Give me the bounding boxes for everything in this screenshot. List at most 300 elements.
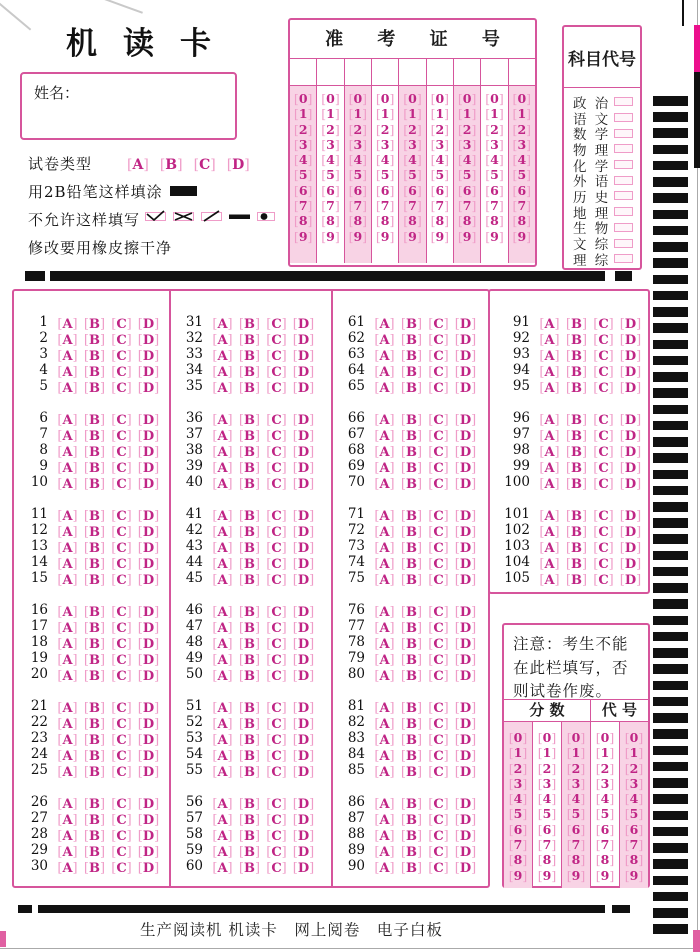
answer-bubble-54-B[interactable]: [B] bbox=[238, 748, 261, 764]
admission-digit-cell[interactable] bbox=[345, 122, 371, 137]
answer-bubble-12-C[interactable]: [C] bbox=[111, 524, 132, 540]
answer-bubble-21-A[interactable]: [A] bbox=[57, 700, 78, 716]
answer-bubble-90-C[interactable]: [C] bbox=[428, 860, 449, 876]
answer-bubble-58-D[interactable]: [D] bbox=[292, 828, 315, 844]
answer-bubble-54-D[interactable]: [D] bbox=[292, 748, 315, 764]
answer-bubble-25-D[interactable]: [D] bbox=[137, 764, 160, 780]
answer-bubble-30-A[interactable]: [A] bbox=[57, 860, 78, 876]
answer-bubble-79-A[interactable]: [A] bbox=[374, 652, 395, 668]
digit-bubble-6[interactable]: [6] bbox=[485, 182, 504, 198]
digit-bubble-5[interactable]: [5] bbox=[624, 806, 644, 822]
answer-bubble-71-C[interactable]: [C] bbox=[428, 508, 449, 524]
answer-bubble-43-A[interactable]: [A] bbox=[212, 540, 233, 556]
admission-digit-cell[interactable] bbox=[509, 122, 535, 137]
digit-bubble-1[interactable]: [1] bbox=[537, 745, 557, 761]
answer-bubble-48-B[interactable]: [B] bbox=[238, 636, 261, 652]
digit-bubble-4[interactable]: [4] bbox=[293, 152, 313, 168]
answer-bubble-103-A[interactable]: [A] bbox=[539, 540, 560, 556]
answer-bubble-41-D[interactable]: [D] bbox=[292, 508, 315, 524]
answer-bubble-37-C[interactable]: [C] bbox=[266, 428, 287, 444]
admission-digit-cell[interactable] bbox=[290, 167, 316, 182]
answer-bubble-76-C[interactable]: [C] bbox=[428, 604, 449, 620]
answer-bubble-82-B[interactable]: [B] bbox=[400, 716, 423, 732]
answer-bubble-55-B[interactable]: [B] bbox=[238, 764, 261, 780]
answer-bubble-78-D[interactable]: [D] bbox=[454, 636, 477, 652]
answer-bubble-49-C[interactable]: [C] bbox=[266, 652, 287, 668]
answer-bubble-40-C[interactable]: [C] bbox=[266, 476, 287, 492]
answer-bubble-59-C[interactable]: [C] bbox=[266, 844, 287, 860]
subject-fill-mark[interactable] bbox=[614, 239, 633, 248]
answer-bubble-40-D[interactable]: [D] bbox=[292, 476, 315, 492]
answer-bubble-9-C[interactable]: [C] bbox=[111, 460, 132, 476]
answer-bubble-55-C[interactable]: [C] bbox=[266, 764, 287, 780]
answer-bubble-6-D[interactable]: [D] bbox=[137, 412, 160, 428]
answer-bubble-17-C[interactable]: [C] bbox=[111, 620, 132, 636]
digit-bubble-3[interactable]: [3] bbox=[512, 136, 532, 152]
digit-bubble-3[interactable]: [3] bbox=[403, 136, 422, 152]
answer-bubble-96-C[interactable]: [C] bbox=[593, 412, 614, 428]
answer-bubble-105-A[interactable]: [A] bbox=[539, 572, 560, 588]
answer-bubble-35-A[interactable]: [A] bbox=[212, 380, 233, 396]
digit-bubble-4[interactable]: [4] bbox=[566, 791, 586, 807]
admission-digit-cell[interactable] bbox=[345, 106, 371, 121]
score-digit-cell[interactable] bbox=[533, 776, 561, 791]
answer-bubble-70-A[interactable]: [A] bbox=[374, 476, 395, 492]
answer-bubble-45-B[interactable]: [B] bbox=[238, 572, 261, 588]
digit-bubble-9[interactable]: [9] bbox=[485, 228, 504, 244]
answer-bubble-3-C[interactable]: [C] bbox=[111, 348, 132, 364]
answer-bubble-95-B[interactable]: [B] bbox=[565, 380, 588, 396]
answer-bubble-32-A[interactable]: [A] bbox=[212, 332, 233, 348]
answer-bubble-50-B[interactable]: [B] bbox=[238, 668, 261, 684]
answer-bubble-65-C[interactable]: [C] bbox=[428, 380, 449, 396]
score-digit-cell[interactable] bbox=[591, 822, 619, 837]
digit-bubble-7[interactable]: [7] bbox=[321, 198, 340, 214]
admission-digit-cell[interactable] bbox=[290, 229, 316, 244]
answer-bubble-34-A[interactable]: [A] bbox=[212, 364, 233, 380]
answer-bubble-7-D[interactable]: [D] bbox=[137, 428, 160, 444]
answer-bubble-23-D[interactable]: [D] bbox=[137, 732, 160, 748]
answer-bubble-50-A[interactable]: [A] bbox=[212, 668, 233, 684]
answer-bubble-45-A[interactable]: [A] bbox=[212, 572, 233, 588]
answer-bubble-78-B[interactable]: [B] bbox=[400, 636, 423, 652]
admission-digit-cell[interactable] bbox=[345, 183, 371, 198]
answer-bubble-87-B[interactable]: [B] bbox=[400, 812, 423, 828]
admission-digit-cell[interactable] bbox=[427, 91, 453, 106]
admission-digit-cell[interactable] bbox=[290, 198, 316, 213]
answer-bubble-62-B[interactable]: [B] bbox=[400, 332, 423, 348]
digit-bubble-8[interactable]: [8] bbox=[508, 852, 528, 868]
answer-bubble-51-B[interactable]: [B] bbox=[238, 700, 261, 716]
digit-bubble-4[interactable]: [4] bbox=[537, 791, 557, 807]
answer-bubble-35-D[interactable]: [D] bbox=[292, 380, 315, 396]
digit-bubble-7[interactable]: [7] bbox=[485, 198, 504, 214]
score-digit-cell[interactable] bbox=[533, 730, 561, 745]
answer-bubble-1-C[interactable]: [C] bbox=[111, 316, 132, 332]
answer-bubble-89-D[interactable]: [D] bbox=[454, 844, 477, 860]
score-digit-cell[interactable] bbox=[591, 852, 619, 867]
score-digit-cell[interactable] bbox=[620, 822, 648, 837]
admission-digit-cell[interactable] bbox=[290, 183, 316, 198]
digit-bubble-4[interactable]: [4] bbox=[403, 152, 422, 168]
digit-bubble-8[interactable]: [8] bbox=[537, 852, 557, 868]
digit-bubble-6[interactable]: [6] bbox=[566, 821, 586, 837]
answer-bubble-31-B[interactable]: [B] bbox=[238, 316, 261, 332]
answer-bubble-87-A[interactable]: [A] bbox=[374, 812, 395, 828]
answer-bubble-39-A[interactable]: [A] bbox=[212, 460, 233, 476]
answer-bubble-81-B[interactable]: [B] bbox=[400, 700, 423, 716]
answer-bubble-99-D[interactable]: [D] bbox=[619, 460, 642, 476]
answer-bubble-20-A[interactable]: [A] bbox=[57, 668, 78, 684]
admission-digit-cell[interactable] bbox=[399, 91, 425, 106]
admission-digit-cell[interactable] bbox=[509, 229, 535, 244]
answer-bubble-11-B[interactable]: [B] bbox=[83, 508, 106, 524]
answer-bubble-41-B[interactable]: [B] bbox=[238, 508, 261, 524]
answer-bubble-77-A[interactable]: [A] bbox=[374, 620, 395, 636]
answer-bubble-43-B[interactable]: [B] bbox=[238, 540, 261, 556]
answer-bubble-88-B[interactable]: [B] bbox=[400, 828, 423, 844]
admission-digit-cell[interactable] bbox=[372, 122, 398, 137]
answer-bubble-30-D[interactable]: [D] bbox=[137, 860, 160, 876]
answer-bubble-86-B[interactable]: [B] bbox=[400, 796, 423, 812]
answer-bubble-72-D[interactable]: [D] bbox=[454, 524, 477, 540]
answer-bubble-57-D[interactable]: [D] bbox=[292, 812, 315, 828]
answer-bubble-11-D[interactable]: [D] bbox=[137, 508, 160, 524]
admission-digit-cell[interactable] bbox=[454, 91, 480, 106]
answer-bubble-69-C[interactable]: [C] bbox=[428, 460, 449, 476]
digit-bubble-6[interactable]: [6] bbox=[457, 182, 477, 198]
subject-fill-mark[interactable] bbox=[614, 160, 633, 169]
digit-bubble-6[interactable]: [6] bbox=[321, 182, 340, 198]
answer-bubble-80-C[interactable]: [C] bbox=[428, 668, 449, 684]
answer-bubble-65-B[interactable]: [B] bbox=[400, 380, 423, 396]
answer-bubble-10-C[interactable]: [C] bbox=[111, 476, 132, 492]
score-digit-cell[interactable] bbox=[562, 806, 590, 821]
answer-bubble-25-C[interactable]: [C] bbox=[111, 764, 132, 780]
score-digit-cell[interactable] bbox=[591, 868, 619, 883]
digit-bubble-7[interactable]: [7] bbox=[537, 837, 557, 853]
answer-bubble-4-A[interactable]: [A] bbox=[57, 364, 78, 380]
admission-digit-cell[interactable] bbox=[317, 167, 343, 182]
admission-digit-cell[interactable] bbox=[481, 229, 507, 244]
digit-bubble-4[interactable]: [4] bbox=[375, 152, 395, 168]
answer-bubble-16-C[interactable]: [C] bbox=[111, 604, 132, 620]
answer-bubble-92-A[interactable]: [A] bbox=[539, 332, 560, 348]
answer-bubble-78-C[interactable]: [C] bbox=[428, 636, 449, 652]
admission-digit-cell[interactable] bbox=[481, 167, 507, 182]
answer-bubble-26-A[interactable]: [A] bbox=[57, 796, 78, 812]
admission-digit-cell[interactable] bbox=[481, 198, 507, 213]
answer-bubble-41-A[interactable]: [A] bbox=[212, 508, 233, 524]
admission-digit-cell[interactable] bbox=[481, 122, 507, 137]
admission-digit-cell[interactable] bbox=[345, 198, 371, 213]
admission-digit-cell[interactable] bbox=[399, 152, 425, 167]
digit-bubble-1[interactable]: [1] bbox=[485, 106, 504, 122]
digit-bubble-9[interactable]: [9] bbox=[403, 228, 422, 244]
answer-bubble-27-A[interactable]: [A] bbox=[57, 812, 78, 828]
digit-bubble-8[interactable]: [8] bbox=[293, 213, 313, 229]
admission-digit-cell[interactable] bbox=[454, 229, 480, 244]
score-digit-cell[interactable] bbox=[591, 730, 619, 745]
digit-bubble-3[interactable]: [3] bbox=[485, 136, 504, 152]
answer-bubble-62-D[interactable]: [D] bbox=[454, 332, 477, 348]
digit-bubble-6[interactable]: [6] bbox=[508, 821, 528, 837]
answer-bubble-99-A[interactable]: [A] bbox=[539, 460, 560, 476]
answer-bubble-9-A[interactable]: [A] bbox=[57, 460, 78, 476]
admission-digit-cell[interactable] bbox=[399, 137, 425, 152]
digit-bubble-6[interactable]: [6] bbox=[595, 821, 615, 837]
digit-bubble-3[interactable]: [3] bbox=[430, 136, 450, 152]
digit-bubble-6[interactable]: [6] bbox=[403, 182, 422, 198]
answer-bubble-44-B[interactable]: [B] bbox=[238, 556, 261, 572]
admission-digit-cell[interactable] bbox=[427, 183, 453, 198]
digit-bubble-2[interactable]: [2] bbox=[508, 760, 528, 776]
answer-bubble-91-C[interactable]: [C] bbox=[593, 316, 614, 332]
answer-bubble-88-D[interactable]: [D] bbox=[454, 828, 477, 844]
answer-bubble-66-A[interactable]: [A] bbox=[374, 412, 395, 428]
answer-bubble-59-A[interactable]: [A] bbox=[212, 844, 233, 860]
admission-write-cell[interactable] bbox=[372, 59, 399, 85]
answer-bubble-48-D[interactable]: [D] bbox=[292, 636, 315, 652]
answer-bubble-92-C[interactable]: [C] bbox=[593, 332, 614, 348]
answer-bubble-89-C[interactable]: [C] bbox=[428, 844, 449, 860]
answer-bubble-53-B[interactable]: [B] bbox=[238, 732, 261, 748]
answer-bubble-56-B[interactable]: [B] bbox=[238, 796, 261, 812]
digit-bubble-0[interactable]: [0] bbox=[293, 91, 313, 106]
score-digit-cell[interactable] bbox=[533, 806, 561, 821]
answer-bubble-28-C[interactable]: [C] bbox=[111, 828, 132, 844]
digit-bubble-2[interactable]: [2] bbox=[537, 760, 557, 776]
answer-bubble-54-C[interactable]: [C] bbox=[266, 748, 287, 764]
answer-bubble-83-B[interactable]: [B] bbox=[400, 732, 423, 748]
answer-bubble-94-B[interactable]: [B] bbox=[565, 364, 588, 380]
digit-bubble-3[interactable]: [3] bbox=[624, 775, 644, 791]
digit-bubble-6[interactable]: [6] bbox=[293, 182, 313, 198]
answer-bubble-47-A[interactable]: [A] bbox=[212, 620, 233, 636]
digit-bubble-8[interactable]: [8] bbox=[348, 213, 368, 229]
score-digit-cell[interactable] bbox=[504, 852, 532, 867]
answer-bubble-18-C[interactable]: [C] bbox=[111, 636, 132, 652]
answer-bubble-31-A[interactable]: [A] bbox=[212, 316, 233, 332]
answer-bubble-13-A[interactable]: [A] bbox=[57, 540, 78, 556]
digit-bubble-6[interactable]: [6] bbox=[375, 182, 395, 198]
answer-bubble-93-C[interactable]: [C] bbox=[593, 348, 614, 364]
admission-digit-cell[interactable] bbox=[454, 106, 480, 121]
answer-bubble-79-D[interactable]: [D] bbox=[454, 652, 477, 668]
answer-bubble-101-A[interactable]: [A] bbox=[539, 508, 560, 524]
digit-bubble-2[interactable]: [2] bbox=[321, 121, 340, 137]
answer-bubble-31-C[interactable]: [C] bbox=[266, 316, 287, 332]
answer-bubble-24-D[interactable]: [D] bbox=[137, 748, 160, 764]
answer-bubble-103-C[interactable]: [C] bbox=[593, 540, 614, 556]
answer-bubble-13-B[interactable]: [B] bbox=[83, 540, 106, 556]
admission-digit-cell[interactable] bbox=[454, 122, 480, 137]
answer-bubble-91-B[interactable]: [B] bbox=[565, 316, 588, 332]
answer-bubble-95-D[interactable]: [D] bbox=[619, 380, 642, 396]
answer-bubble-2-C[interactable]: [C] bbox=[111, 332, 132, 348]
admission-digit-cell[interactable] bbox=[317, 137, 343, 152]
answer-bubble-38-C[interactable]: [C] bbox=[266, 444, 287, 460]
admission-digit-cell[interactable] bbox=[372, 213, 398, 228]
answer-bubble-69-A[interactable]: [A] bbox=[374, 460, 395, 476]
answer-bubble-98-C[interactable]: [C] bbox=[593, 444, 614, 460]
digit-bubble-8[interactable]: [8] bbox=[375, 213, 395, 229]
answer-bubble-61-B[interactable]: [B] bbox=[400, 316, 423, 332]
answer-bubble-19-C[interactable]: [C] bbox=[111, 652, 132, 668]
digit-bubble-5[interactable]: [5] bbox=[457, 167, 477, 183]
answer-bubble-72-B[interactable]: [B] bbox=[400, 524, 423, 540]
answer-bubble-47-B[interactable]: [B] bbox=[238, 620, 261, 636]
answer-bubble-19-D[interactable]: [D] bbox=[137, 652, 160, 668]
digit-bubble-4[interactable]: [4] bbox=[348, 152, 368, 168]
answer-bubble-17-A[interactable]: [A] bbox=[57, 620, 78, 636]
answer-bubble-13-C[interactable]: [C] bbox=[111, 540, 132, 556]
answer-bubble-81-A[interactable]: [A] bbox=[374, 700, 395, 716]
answer-bubble-100-A[interactable]: [A] bbox=[539, 476, 560, 492]
answer-bubble-95-A[interactable]: [A] bbox=[539, 380, 560, 396]
answer-bubble-98-D[interactable]: [D] bbox=[619, 444, 642, 460]
answer-bubble-50-D[interactable]: [D] bbox=[292, 668, 315, 684]
digit-bubble-1[interactable]: [1] bbox=[508, 745, 528, 761]
admission-digit-cell[interactable] bbox=[399, 183, 425, 198]
admission-digit-cell[interactable] bbox=[345, 137, 371, 152]
answer-bubble-88-A[interactable]: [A] bbox=[374, 828, 395, 844]
digit-bubble-2[interactable]: [2] bbox=[430, 121, 450, 137]
answer-bubble-63-A[interactable]: [A] bbox=[374, 348, 395, 364]
answer-bubble-34-D[interactable]: [D] bbox=[292, 364, 315, 380]
answer-bubble-23-A[interactable]: [A] bbox=[57, 732, 78, 748]
answer-bubble-3-A[interactable]: [A] bbox=[57, 348, 78, 364]
answer-bubble-58-C[interactable]: [C] bbox=[266, 828, 287, 844]
answer-bubble-93-B[interactable]: [B] bbox=[565, 348, 588, 364]
paper-type-option-B[interactable]: [B] bbox=[159, 157, 183, 173]
answer-bubble-77-B[interactable]: [B] bbox=[400, 620, 423, 636]
admission-write-cell[interactable] bbox=[509, 59, 535, 85]
digit-bubble-2[interactable]: [2] bbox=[375, 121, 395, 137]
digit-bubble-0[interactable]: [0] bbox=[430, 91, 450, 106]
answer-bubble-92-D[interactable]: [D] bbox=[619, 332, 642, 348]
admission-digit-cell[interactable] bbox=[427, 122, 453, 137]
answer-bubble-18-A[interactable]: [A] bbox=[57, 636, 78, 652]
answer-bubble-8-B[interactable]: [B] bbox=[83, 444, 106, 460]
answer-bubble-73-C[interactable]: [C] bbox=[428, 540, 449, 556]
answer-bubble-90-D[interactable]: [D] bbox=[454, 860, 477, 876]
answer-bubble-67-C[interactable]: [C] bbox=[428, 428, 449, 444]
answer-bubble-68-C[interactable]: [C] bbox=[428, 444, 449, 460]
admission-digit-cell[interactable] bbox=[509, 167, 535, 182]
answer-bubble-26-B[interactable]: [B] bbox=[83, 796, 106, 812]
answer-bubble-53-C[interactable]: [C] bbox=[266, 732, 287, 748]
score-digit-cell[interactable] bbox=[591, 761, 619, 776]
digit-bubble-5[interactable]: [5] bbox=[293, 167, 313, 183]
digit-bubble-8[interactable]: [8] bbox=[403, 213, 422, 229]
answer-bubble-62-C[interactable]: [C] bbox=[428, 332, 449, 348]
answer-bubble-57-A[interactable]: [A] bbox=[212, 812, 233, 828]
answer-bubble-5-A[interactable]: [A] bbox=[57, 380, 78, 396]
score-digit-cell[interactable] bbox=[620, 806, 648, 821]
answer-bubble-23-C[interactable]: [C] bbox=[111, 732, 132, 748]
admission-digit-cell[interactable] bbox=[317, 213, 343, 228]
answer-bubble-12-B[interactable]: [B] bbox=[83, 524, 106, 540]
answer-bubble-88-C[interactable]: [C] bbox=[428, 828, 449, 844]
answer-bubble-32-C[interactable]: [C] bbox=[266, 332, 287, 348]
answer-bubble-24-B[interactable]: [B] bbox=[83, 748, 106, 764]
subject-fill-mark[interactable] bbox=[614, 144, 633, 153]
answer-bubble-6-B[interactable]: [B] bbox=[83, 412, 106, 428]
admission-digit-cell[interactable] bbox=[345, 213, 371, 228]
answer-bubble-91-A[interactable]: [A] bbox=[539, 316, 560, 332]
digit-bubble-0[interactable]: [0] bbox=[537, 730, 557, 745]
answer-bubble-89-A[interactable]: [A] bbox=[374, 844, 395, 860]
answer-bubble-63-B[interactable]: [B] bbox=[400, 348, 423, 364]
score-digit-cell[interactable] bbox=[504, 822, 532, 837]
answer-bubble-45-D[interactable]: [D] bbox=[292, 572, 315, 588]
digit-bubble-6[interactable]: [6] bbox=[512, 182, 532, 198]
score-digit-cell[interactable] bbox=[504, 761, 532, 776]
answer-bubble-41-C[interactable]: [C] bbox=[266, 508, 287, 524]
score-digit-cell[interactable] bbox=[504, 791, 532, 806]
digit-bubble-7[interactable]: [7] bbox=[403, 198, 422, 214]
admission-digit-cell[interactable] bbox=[509, 213, 535, 228]
answer-bubble-84-A[interactable]: [A] bbox=[374, 748, 395, 764]
answer-bubble-7-B[interactable]: [B] bbox=[83, 428, 106, 444]
digit-bubble-4[interactable]: [4] bbox=[595, 791, 615, 807]
answer-bubble-84-D[interactable]: [D] bbox=[454, 748, 477, 764]
answer-bubble-64-A[interactable]: [A] bbox=[374, 364, 395, 380]
answer-bubble-38-B[interactable]: [B] bbox=[238, 444, 261, 460]
answer-bubble-83-A[interactable]: [A] bbox=[374, 732, 395, 748]
admission-digit-cell[interactable] bbox=[372, 183, 398, 198]
answer-bubble-28-D[interactable]: [D] bbox=[137, 828, 160, 844]
answer-bubble-75-C[interactable]: [C] bbox=[428, 572, 449, 588]
answer-bubble-85-D[interactable]: [D] bbox=[454, 764, 477, 780]
answer-bubble-46-C[interactable]: [C] bbox=[266, 604, 287, 620]
score-digit-cell[interactable] bbox=[620, 730, 648, 745]
answer-bubble-51-D[interactable]: [D] bbox=[292, 700, 315, 716]
answer-bubble-73-D[interactable]: [D] bbox=[454, 540, 477, 556]
answer-bubble-4-D[interactable]: [D] bbox=[137, 364, 160, 380]
admission-digit-cell[interactable] bbox=[317, 229, 343, 244]
admission-digit-cell[interactable] bbox=[372, 91, 398, 106]
digit-bubble-9[interactable]: [9] bbox=[624, 867, 644, 883]
digit-bubble-1[interactable]: [1] bbox=[457, 106, 477, 122]
answer-bubble-10-B[interactable]: [B] bbox=[83, 476, 106, 492]
answer-bubble-51-C[interactable]: [C] bbox=[266, 700, 287, 716]
answer-bubble-82-D[interactable]: [D] bbox=[454, 716, 477, 732]
admission-digit-cell[interactable] bbox=[290, 106, 316, 121]
answer-bubble-28-A[interactable]: [A] bbox=[57, 828, 78, 844]
answer-bubble-8-D[interactable]: [D] bbox=[137, 444, 160, 460]
answer-bubble-31-D[interactable]: [D] bbox=[292, 316, 315, 332]
answer-bubble-40-A[interactable]: [A] bbox=[212, 476, 233, 492]
answer-bubble-65-A[interactable]: [A] bbox=[374, 380, 395, 396]
answer-bubble-93-D[interactable]: [D] bbox=[619, 348, 642, 364]
digit-bubble-2[interactable]: [2] bbox=[512, 121, 532, 137]
answer-bubble-14-D[interactable]: [D] bbox=[137, 556, 160, 572]
answer-bubble-33-A[interactable]: [A] bbox=[212, 348, 233, 364]
answer-bubble-65-D[interactable]: [D] bbox=[454, 380, 477, 396]
answer-bubble-36-D[interactable]: [D] bbox=[292, 412, 315, 428]
admission-digit-cell[interactable] bbox=[372, 167, 398, 182]
subject-fill-mark[interactable] bbox=[614, 97, 633, 106]
answer-bubble-38-D[interactable]: [D] bbox=[292, 444, 315, 460]
digit-bubble-0[interactable]: [0] bbox=[485, 91, 504, 106]
answer-bubble-39-C[interactable]: [C] bbox=[266, 460, 287, 476]
admission-digit-cell[interactable] bbox=[454, 198, 480, 213]
digit-bubble-9[interactable]: [9] bbox=[537, 867, 557, 883]
digit-bubble-3[interactable]: [3] bbox=[595, 775, 615, 791]
answer-bubble-3-B[interactable]: [B] bbox=[83, 348, 106, 364]
